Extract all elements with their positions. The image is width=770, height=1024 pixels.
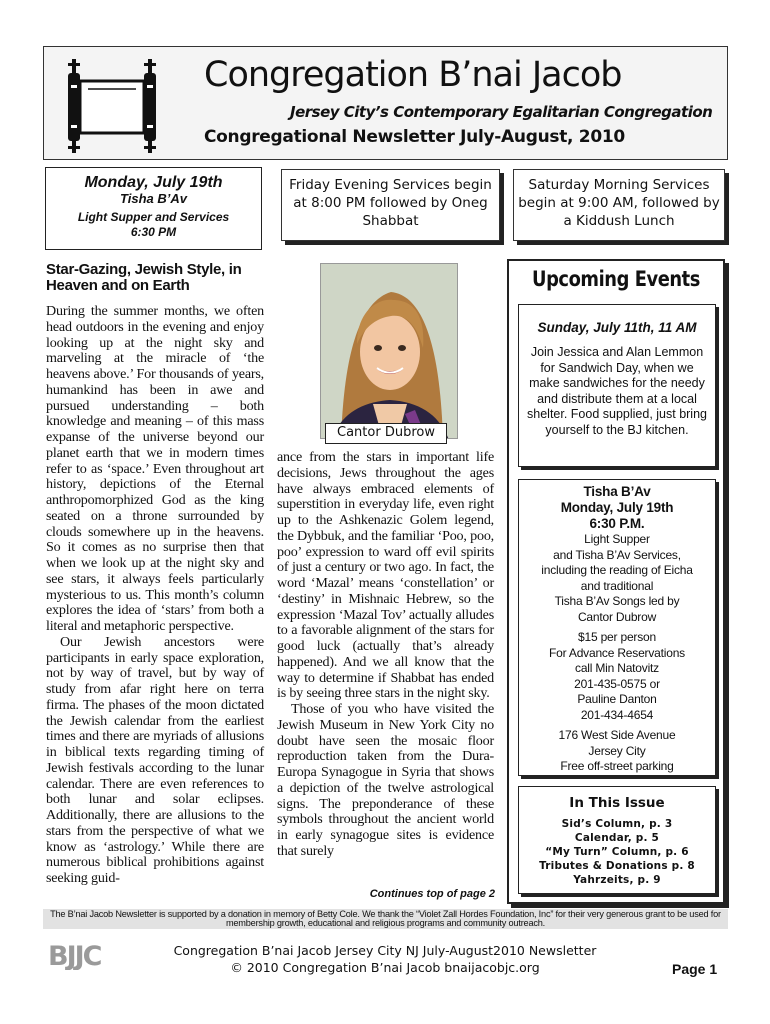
article-paragraph: Our Jewish ancestors were participants in early space exploration, not by way of travel, but by way of study from afar right here on terra firma. The phases of the moon dictated the Jewish calendar from the earliest times and there are myriads of allusions in biblical texts regarding timing of Jewish festivals according to the lunar calendar. There are even references to both lunar and solar eclipses. Additionally, there are allusions to the stars from the perspective of what we know as ‘astrology.’ While there are numerous biblical prohibitions against seeking guid-: [46, 633, 264, 886]
event-line: Light Supper: [584, 532, 650, 546]
article-column-middle: [277, 450, 494, 860]
masthead-subtitle: Jersey City’s Contemporary Egalitarian Congregation: [290, 103, 713, 121]
event-title: Tisha B’Av: [583, 484, 651, 499]
event-line: 201-435-0575 or: [574, 676, 660, 691]
saturday-services-text: Saturday Morning Services begin at 9:00 AM, followed by a Kiddush Lunch: [518, 177, 720, 229]
friday-services-box: [281, 169, 500, 241]
in-this-issue-box: [518, 786, 716, 894]
tisha-bav-box: [45, 167, 262, 250]
friday-services-text: Friday Evening Services begin at 8:00 PM followed by Oneg Shabbat: [289, 177, 492, 229]
toc-heading: In This Issue: [569, 795, 665, 811]
article-paragraph: Those of you who have visited the Jewish Museum in New York City no doubt have seen the mosaic floor reproduction taken from the Dura-Europa Synagogue in Syria that shows a depiction of the twelve astrological signs. The preponderance of these symbols throughout the ancient world in early synagogue sites is evidence that surely: [277, 701, 494, 859]
event-line: Pauline Danton: [577, 692, 657, 706]
event-line: call Min Natovitz: [575, 661, 659, 675]
newsletter-heading: Congregational Newsletter July-August, 2010: [204, 127, 625, 147]
logo-text: BJJC: [48, 941, 101, 970]
event-line: For Advance Reservations: [549, 645, 685, 660]
article-title: Star-Gazing, Jewish Style, in Heaven and on Earth: [46, 261, 242, 294]
bjc-logo: [48, 940, 112, 970]
event-line: Free off-street parking: [560, 759, 674, 773]
toc-item: Calendar, p. 5: [574, 832, 660, 844]
event-body: Join Jessica and Alan Lemmon for Sandwich Day, when we make sandwiches for the needy and distribute them at a local shelter. Food supplied, just bring yourself to the BJ kitchen.: [527, 345, 707, 437]
event-line: $15 per person: [578, 630, 656, 644]
event-time: 6:30 P.M.: [589, 516, 645, 531]
masthead: [43, 46, 728, 160]
event-date: Monday, July 19th: [560, 500, 674, 515]
page-number: Page 1: [672, 961, 718, 977]
event-sandwich-day: [518, 304, 716, 467]
toc-item: Tributes & Donations p. 8: [539, 860, 695, 872]
toc-item: “My Turn” Column, p. 6: [545, 846, 689, 858]
tisha-desc: Light Supper and Services: [77, 210, 230, 224]
event-line: Tisha B’Av Songs led by: [554, 594, 680, 608]
event-line: and Tisha B’Av Services,: [553, 547, 681, 562]
event-heading: Sunday, July 11th, 11 AM: [537, 320, 697, 335]
event-line: 176 West Side Avenue: [558, 728, 676, 742]
event-line: 201-434-4654: [580, 707, 654, 722]
toc-list: [519, 817, 715, 887]
footer-line-2: © 2010 Congregation B’nai Jacob bnaijacobjc.org: [230, 960, 540, 975]
event-line: Cantor Dubrow: [577, 609, 657, 624]
tisha-date: Monday, July 19th: [84, 174, 223, 191]
event-line: Jersey City: [588, 743, 646, 758]
sidebar-heading: Upcoming Events: [532, 267, 700, 291]
toc-item: Sid’s Column, p. 3: [561, 818, 673, 830]
photo-caption: Cantor Dubrow: [325, 423, 447, 444]
upcoming-events-sidebar: [507, 259, 725, 904]
article-column-left: [46, 304, 264, 887]
event-tisha-bav: [518, 479, 716, 776]
saturday-services-box: [513, 169, 725, 241]
tisha-name: Tisha B’Av: [120, 191, 187, 206]
event-line: including the reading of Eicha: [541, 563, 693, 577]
article-paragraph: During the summer months, we often head outdoors in the evening and enjoy looking up at the night sky and marveling at the miracle of ‘the heavens above.’ For thousands of years, humankind has been in awe and pursued understanding – both knowledge and meaning – of this mass expanse of the universe beyond our planet earth that we in modern times refer to as ‘space.’ Even throughout art history, depictions of the Eternal anthropomorphized God as the king seated on a throne surrounded by clouds somewhere up in the heavens. So it comes as no surprise then that when we look up at the night sky and see stars, it always feels particularly mysterious to us. This month’s column explores the idea of ‘stars’ from both a literal and metaphoric perspective.: [46, 303, 264, 634]
torah-scroll-icon: [58, 55, 166, 155]
cantor-photo: [320, 263, 458, 439]
masthead-title: Congregation B’nai Jacob: [204, 55, 622, 95]
footer: [120, 942, 650, 976]
toc-item: Yahrzeits, p. 9: [573, 874, 661, 886]
support-note: The B’nai Jacob Newsletter is supported by a donation in memory of Betty Cole. We thank the “Violet Zall Hordes Foundation, Inc” for their very generous grant to be used for membership growth, educational and religious programs and community outreach.: [43, 909, 728, 929]
portrait-illustration: [321, 264, 458, 439]
article-paragraph: ance from the stars in important life decisions, Jews throughout the ages have always embraced elements of superstition in everyday life, even right up to the Ashkenazic Golem legend, the Dybbuk, and the familiar ‘Poo, poo, poo’ expression to ward off evil spirits of just a century or two ago. In fact, the word ‘Mazal’ means ‘constellation’ or ‘destiny’ in Mishnaic Hebrew, so the expression ‘Mazal Tov’ actually alludes to a favorable alignment of the stars for good luck (actually that’s already happened). And we all know that the way to determine if Shabbat has ended is by seeing three stars in the night sky.: [277, 449, 494, 702]
continues-note: Continues top of page 2: [369, 888, 495, 900]
footer-line-1: Congregation B’nai Jacob Jersey City NJ July-August2010 Newsletter: [173, 943, 597, 958]
event-line: and traditional: [580, 578, 654, 593]
tisha-time: 6:30 PM: [130, 225, 177, 239]
